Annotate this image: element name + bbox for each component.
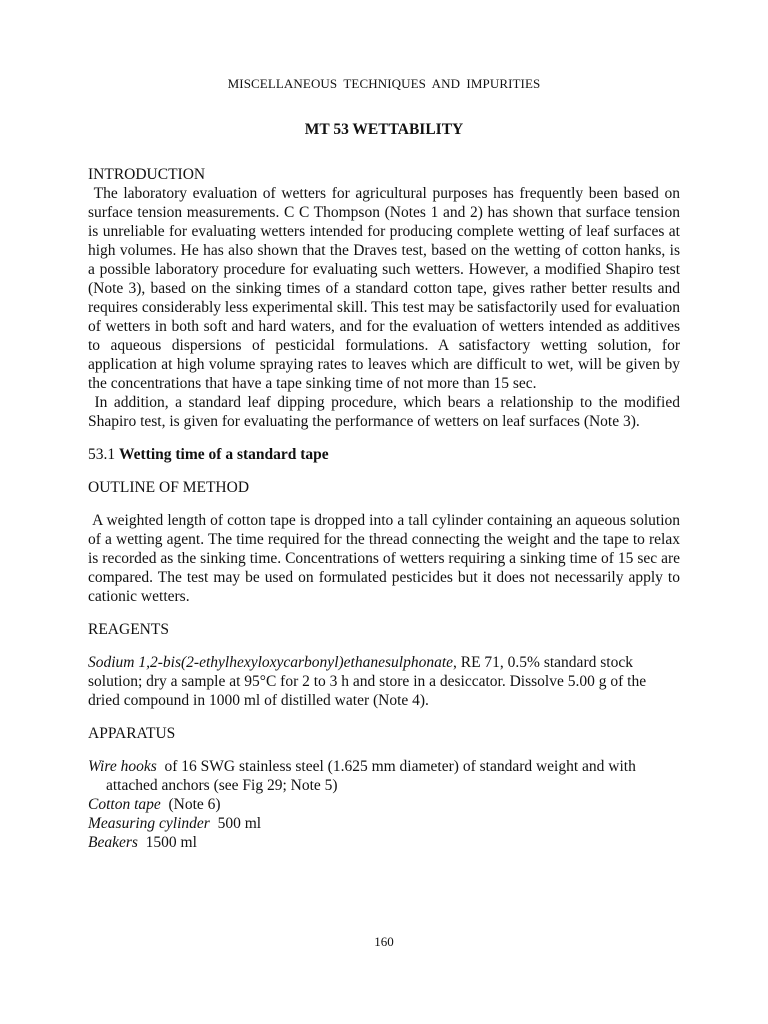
running-header: MISCELLANEOUS TECHNIQUES AND IMPURITIES — [227, 76, 541, 91]
introduction-paragraph-2: In addition, a standard leaf dipping procedure, which bears a relationship to the modified Shapiro test, is given for evaluating the performance of wetters on leaf surfaces (Note 3). — [88, 394, 684, 430]
introduction-heading: INTRODUCTION — [88, 166, 206, 183]
apparatus-heading: APPARATUS — [88, 725, 176, 742]
apparatus-item-text: 1500 ml — [137, 834, 197, 851]
apparatus-item-text: (Note 6) — [160, 796, 221, 813]
document-body — [88, 165, 684, 852]
outline-heading: OUTLINE OF METHOD — [88, 479, 250, 496]
apparatus-item-text: 500 ml — [209, 815, 262, 832]
apparatus-list — [88, 757, 680, 852]
apparatus-item-name: Cotton tape — [88, 796, 161, 813]
page-number: 160 — [374, 934, 394, 949]
apparatus-item-name: Beakers — [88, 834, 138, 851]
apparatus-item-name: Wire hooks — [88, 758, 157, 775]
apparatus-item-measuring-cylinder — [88, 814, 680, 833]
apparatus-item-name: Measuring cylinder — [88, 815, 210, 832]
apparatus-item-wire-hooks — [88, 757, 680, 795]
reagents-heading: REAGENTS — [88, 621, 169, 638]
section-title: Wetting time of a standard tape — [119, 446, 329, 463]
reagent-name: Sodium 1,2-bis(2-ethylhexyloxycarbonyl)ethanesulphonate — [88, 654, 453, 671]
outline-paragraph: A weighted length of cotton tape is dropped into a tall cylinder containing an aqueous solution of a wetting agent. The time required for the thread connecting the weight and the tape to relax is recorded as the sinking time. Concentrations of wetters requiring a sinking time of 15 sec are compared. The test may be used on formulated pesticides but it does not necessarily apply to cationic wetters. — [88, 512, 684, 605]
section-heading — [88, 445, 680, 464]
apparatus-item-cotton-tape — [88, 795, 680, 814]
reagents-paragraph — [88, 653, 680, 710]
apparatus-item-beakers — [88, 833, 680, 852]
introduction-paragraph-1: The laboratory evaluation of wetters for agricultural purposes has frequently been based on surface tension measurements. C C Thompson (Notes 1 and 2) has shown that surface tension is unreliable for evaluating wetters intended for producing complete wetting of leaf surfaces at high volumes. He has also shown that the Draves test, based on the wetting of cotton hanks, is a possible laboratory procedure for evaluating such wetters. However, a modified Shapiro test (Note 3), based on the sinking times of a standard cotton tape, gives rather better results and requires considerably less experimental skill. This test may be satisfactorily used for evaluation of wetters in both soft and hard waters, and for the evaluation of wetters intended as additives to aqueous dispersions of pesticidal formulations. A satisfactory wetting solution, for application at high volume spraying rates to leaves which are difficult to wet, will be given by the concentrations that have a tape sinking time of not more than 15 sec. — [88, 185, 684, 392]
section-number: 53.1 — [88, 446, 119, 463]
apparatus-item-text: of 16 SWG stainless steel (1.625 mm diameter) of standard weight and with attached anchors (see Fig 29; Note 5) — [106, 758, 640, 794]
reagent-text: , RE 71, 0.5% standard stock solution; dry a sample at 95°C for 2 to 3 h and store in a desiccator. Dissolve 5.00 g of the dried compound in 1000 ml of distilled water (Note 4). — [88, 654, 647, 709]
document-title: MT 53 WETTABILITY — [304, 121, 464, 138]
